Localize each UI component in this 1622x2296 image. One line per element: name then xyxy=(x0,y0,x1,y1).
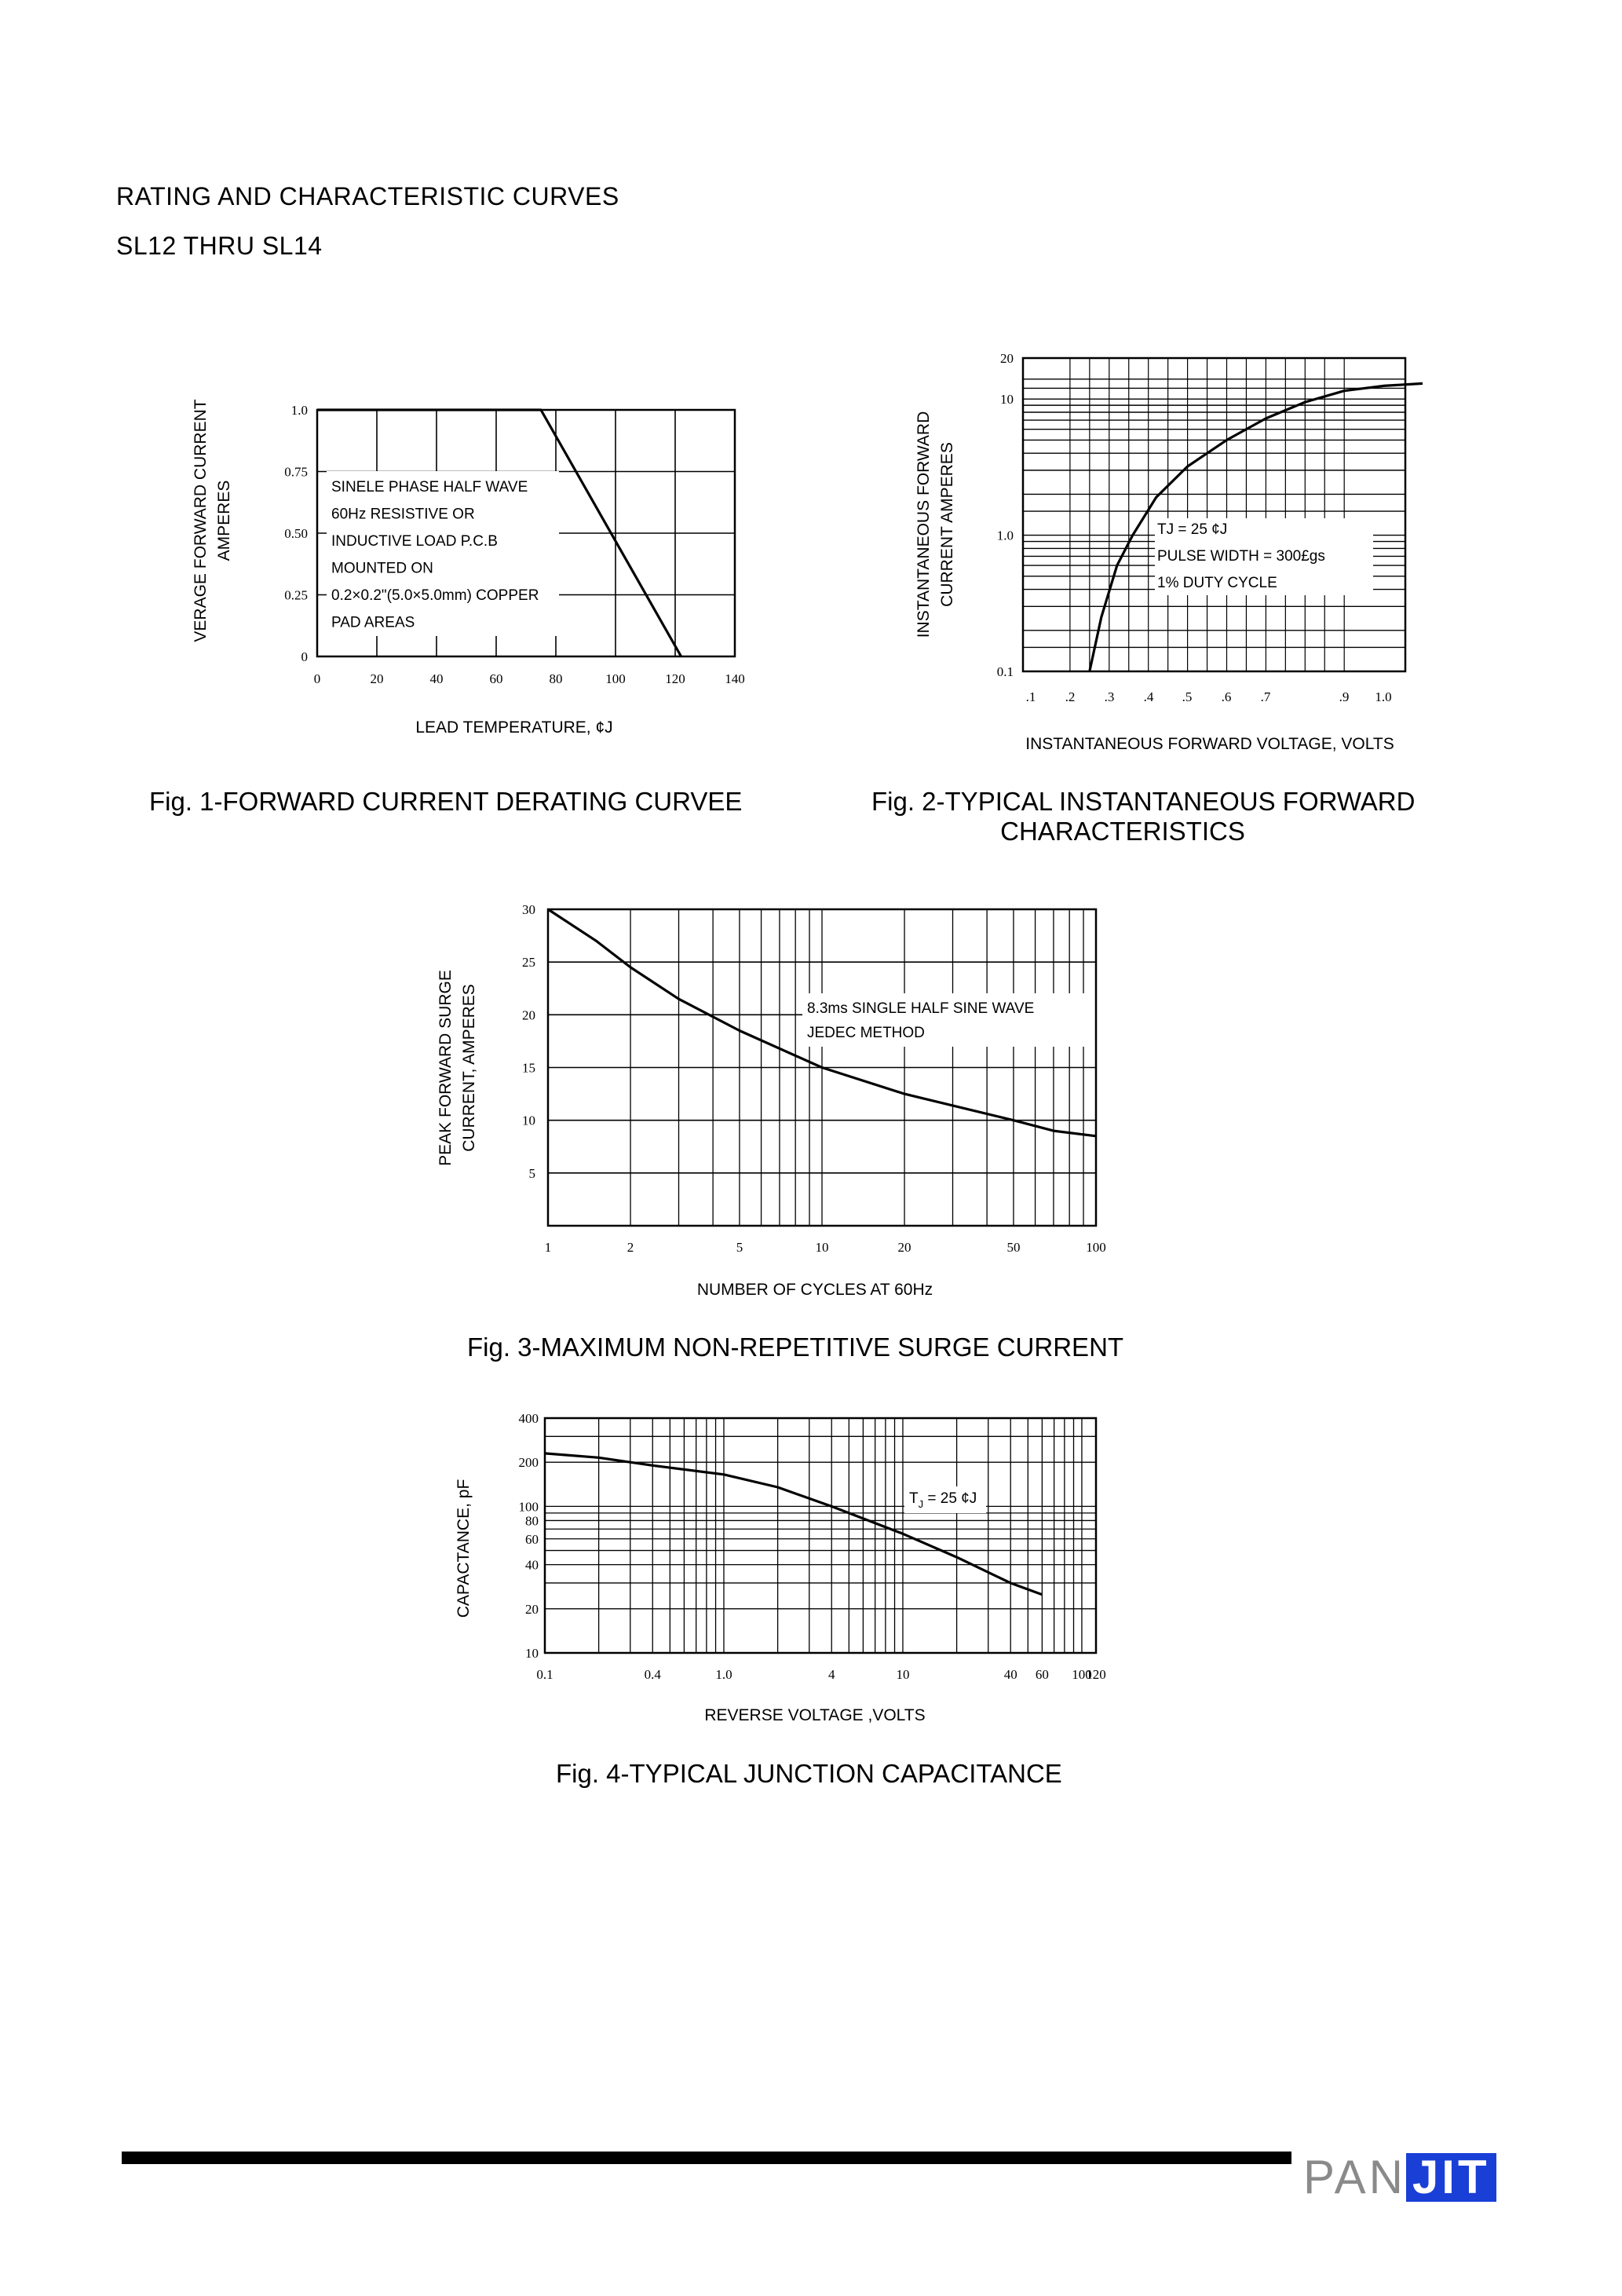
fig3-ytick: 30 xyxy=(522,902,535,917)
fig3-xtick: 20 xyxy=(897,1240,911,1255)
fig4-ytick: 80 xyxy=(525,1513,539,1529)
fig1-ytick: 0 xyxy=(301,649,308,664)
fig4-annotation-symbol: T xyxy=(909,1490,919,1507)
fig4-ytick: 40 xyxy=(525,1557,539,1573)
fig3-ylabel-1: PEAK FORWARD SURGE xyxy=(437,970,455,1166)
fig2-xtick: .3 xyxy=(1104,689,1115,704)
fig4-caption: Fig. 4-TYPICAL JUNCTION CAPACITANCE xyxy=(556,1759,1062,1788)
fig4-ytick: 400 xyxy=(518,1411,539,1426)
fig2-xtick: .2 xyxy=(1065,689,1076,704)
fig2-ytick: 1.0 xyxy=(996,528,1014,543)
fig1-annotation-line: 0.2×0.2"(5.0×5.0mm) COPPER xyxy=(331,587,539,604)
fig2-xtick: .9 xyxy=(1339,689,1350,704)
fig4-xtick: 100 xyxy=(1072,1667,1092,1682)
fig1-ylabel-2: AMPERES xyxy=(215,480,233,561)
logo-pan-text: PAN xyxy=(1303,2151,1406,2203)
fig4-xtick: 4 xyxy=(827,1667,835,1682)
fig1-xtick: 100 xyxy=(605,671,626,686)
fig3-xtick: 2 xyxy=(627,1240,634,1255)
fig2-annotation-line: TJ = 25 ¢J xyxy=(1157,521,1228,538)
fig4-ytick: 20 xyxy=(525,1601,539,1617)
fig2-xtick: 1.0 xyxy=(1375,689,1392,704)
fig4-xlabel: REVERSE VOLTAGE ,VOLTS xyxy=(704,1706,926,1724)
fig4-xtick: 60 xyxy=(1035,1667,1049,1682)
panjit-logo xyxy=(1303,2153,1496,2202)
fig3-annotation-line: JEDEC METHOD xyxy=(807,1025,925,1041)
fig2-xtick: .7 xyxy=(1260,689,1271,704)
fig4-ytick: 10 xyxy=(525,1646,539,1661)
fig3-ytick: 10 xyxy=(522,1113,535,1128)
fig1-ylabel-1: VERAGE FORWARD CURRENT xyxy=(192,399,210,642)
fig3-xtick: 1 xyxy=(544,1240,552,1255)
fig2-xlabel: INSTANTANEOUS FORWARD VOLTAGE, VOLTS xyxy=(1025,735,1394,753)
fig1-chart xyxy=(192,399,745,737)
fig2-ylabel-2: CURRENT AMPERES xyxy=(938,442,956,607)
fig2-xtick: .6 xyxy=(1221,689,1232,704)
fig2-xtick: .4 xyxy=(1143,689,1154,704)
fig4-ylabel-1: CAPACTANCE, pF xyxy=(455,1479,473,1618)
fig1-xtick: 140 xyxy=(725,671,745,686)
fig2-caption-line1: Fig. 2-TYPICAL INSTANTANEOUS FORWARD xyxy=(871,787,1416,816)
page-title: RATING AND CHARACTERISTIC CURVES xyxy=(116,182,619,210)
fig2-xtick: .5 xyxy=(1182,689,1193,704)
fig2-ytick: 0.1 xyxy=(996,664,1014,679)
fig4-xtick: 0.1 xyxy=(536,1667,553,1682)
fig1-ytick: 0.75 xyxy=(284,464,308,480)
fig1-ytick: 1.0 xyxy=(290,403,308,418)
fig4-xtick: 0.4 xyxy=(644,1667,661,1682)
fig4-plot-frame xyxy=(545,1418,1096,1653)
page-subtitle: SL12 THRU SL14 xyxy=(116,232,323,260)
fig3-ytick: 5 xyxy=(528,1165,535,1181)
fig4-xtick: 1.0 xyxy=(715,1667,732,1682)
fig3-xtick: 10 xyxy=(815,1240,829,1255)
fig1-xtick: 40 xyxy=(429,671,444,686)
fig3-ytick: 25 xyxy=(522,955,535,971)
fig2-caption xyxy=(871,787,1416,846)
fig2-ylabel-1: INSTANTANEOUS FORWARD xyxy=(915,411,933,638)
fig1-annotation-line: PAD AREAS xyxy=(331,614,415,631)
fig4-annotation-text: = 25 ¢J xyxy=(923,1490,977,1507)
fig4-ytick: 100 xyxy=(518,1499,539,1515)
fig1-annotation-line: 60Hz RESISTIVE OR xyxy=(331,506,475,523)
fig4-xtick: 40 xyxy=(1003,1667,1017,1682)
fig1-xtick: 20 xyxy=(370,671,384,686)
fig3-ytick: 15 xyxy=(522,1060,535,1076)
fig3-xlabel: NUMBER OF CYCLES AT 60Hz xyxy=(696,1281,933,1299)
fig2-annotation-line: PULSE WIDTH = 300£gs xyxy=(1157,548,1325,565)
fig1-ytick: 0.50 xyxy=(284,526,308,541)
fig1-annotation-line: SINELE PHASE HALF WAVE xyxy=(331,479,528,495)
fig2-ytick: 20 xyxy=(1000,351,1014,366)
fig4-xtick: 120 xyxy=(1086,1667,1106,1682)
fig2-caption-line2: CHARACTERISTICS xyxy=(1000,817,1245,846)
fig4-ytick: 60 xyxy=(525,1531,539,1547)
fig1-annotation-line: INDUCTIVE LOAD P.C.B xyxy=(331,533,498,550)
fig4-ytick: 200 xyxy=(518,1455,539,1471)
fig1-xtick: 120 xyxy=(665,671,685,686)
fig1-caption: Fig. 1-FORWARD CURRENT DERATING CURVEE xyxy=(149,787,743,816)
fig2-ytick: 10 xyxy=(1000,392,1014,408)
fig3-annotation-line: 8.3ms SINGLE HALF SINE WAVE xyxy=(807,1000,1035,1017)
fig4-annotation-subscript: J xyxy=(918,1498,924,1510)
fig1-annotation-line: MOUNTED ON xyxy=(331,560,433,577)
fig3-xtick: 50 xyxy=(1006,1240,1021,1255)
fig3-xtick: 100 xyxy=(1086,1240,1106,1255)
fig2-xtick: .1 xyxy=(1025,689,1036,704)
fig1-annotation-bg xyxy=(327,471,559,636)
fig4-xtick: 10 xyxy=(896,1667,910,1682)
fig1-xtick: 0 xyxy=(313,671,321,686)
fig3-ylabel-2: CURRENT, AMPERES xyxy=(460,984,478,1152)
fig2-chart xyxy=(915,351,1423,753)
footer-rule xyxy=(122,2152,1291,2164)
fig4-series-line xyxy=(545,1453,1042,1595)
fig1-ytick: 0.25 xyxy=(284,587,308,603)
fig3-xtick: 5 xyxy=(736,1240,743,1255)
logo-jit-text: JIT xyxy=(1406,2153,1496,2202)
fig1-xtick: 80 xyxy=(549,671,563,686)
fig3-ytick: 20 xyxy=(522,1007,535,1023)
fig4-chart xyxy=(455,1411,1106,1724)
fig3-chart xyxy=(437,902,1106,1299)
fig1-xtick: 60 xyxy=(489,671,503,686)
fig1-xlabel: LEAD TEMPERATURE, ¢J xyxy=(415,718,613,737)
fig3-caption: Fig. 3-MAXIMUM NON-REPETITIVE SURGE CURRENT xyxy=(467,1333,1124,1362)
fig2-annotation-line: 1% DUTY CYCLE xyxy=(1157,575,1277,591)
